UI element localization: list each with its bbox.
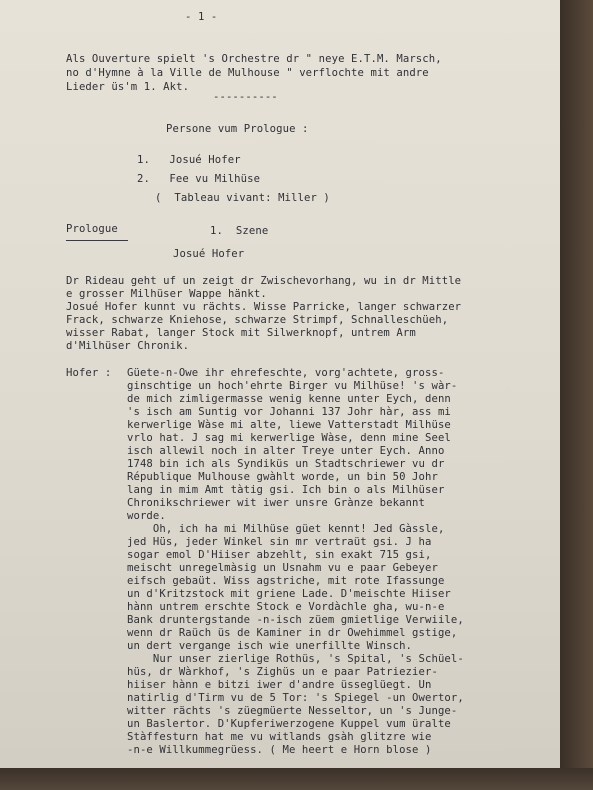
speech-line: meischt unregelmàsig un Usnahm vu e paar Gebeyer <box>127 562 438 574</box>
speech-line: witter rächts 's züegmüerte Nesseltor, un 's Junge- <box>127 705 458 717</box>
speech-line: jed Hüs, jeder Winkel sin mr vertraüt gsi. J ha <box>127 536 432 548</box>
person-item: 1. Josué Hofer <box>137 154 241 166</box>
stage-direction-line: Josué Hofer kunnt vu rächts. Wisse Parricke, langer schwarzer <box>66 301 462 313</box>
scene-character: Josué Hofer <box>173 248 245 260</box>
scene-title: 1. Szene <box>210 225 269 237</box>
speech-line: worde. <box>127 510 166 522</box>
background-bottom <box>0 768 593 790</box>
speech-line: sogar emol D'Hiiser abzehlt, sin exakt 715 gsi, <box>127 549 432 561</box>
speech-line: un Baslertor. D'Kupferiwerzogene Kuppel vum üralte <box>127 718 451 730</box>
person-item: 2. Fee vu Milhüse <box>137 173 261 185</box>
speech-line: 1748 bin ich als Syndiküs un Stadtschriewer vu dr <box>127 458 445 470</box>
stage-direction-line: Frack, schwarze Kniehose, schwarze Strimpf, Schnalleschüeh, <box>66 314 449 326</box>
speech-line: un d'Kritzstock mit griene Lade. D'meischte Hiiser <box>127 588 451 600</box>
speech-line: kerwerlige Wàse mi alte, liewe Vatterstadt Milhüse <box>127 419 451 431</box>
intro-line: no d'Hymne à la Ville de Mulhouse " verflochte mit andre <box>66 67 429 79</box>
speech-line: Bank druntergstande -n-isch züem gmietlige Verwiile, <box>127 614 464 626</box>
separator: ---------- <box>213 91 278 103</box>
stage-direction-line: Dr Rideau geht uf un zeigt dr Zwischevorhang, wu in dr Mittle <box>66 275 462 287</box>
background-edge <box>560 0 593 790</box>
intro-line: Als Ouverture spielt 's Orchestre dr " neye E.T.M. Marsch, <box>66 53 442 65</box>
speech-line: de mich zimligermasse wenig kenne unter Eych, denn <box>127 393 451 405</box>
stage-direction-line: d'Milhüser Chronik. <box>66 340 190 352</box>
prologue-underline <box>66 240 128 241</box>
speech-line: 's isch am Suntig vor Johanni 137 Johr hàr, ass mi <box>127 406 451 418</box>
speech-line: wenn dr Raüch üs de Kaminer in dr Owehimmel gstige, <box>127 627 458 639</box>
speech-line: hiiser hànn e bitzi iwer d'andre üsseglüegt. Un <box>127 679 432 691</box>
speech-line: eifsch gebaüt. Wiss agstriche, mit rote Ifassunge <box>127 575 445 587</box>
page-number: - 1 - <box>185 11 218 23</box>
speech-line: Chronikschriewer wit iwer unsre Grànze bekannt <box>127 497 425 509</box>
speech-line: natirlig d'Tirm vu de 5 Tor: 's Spiegel -un Owertor, <box>127 692 464 704</box>
persons-heading: Persone vum Prologue : <box>166 123 309 135</box>
speaker-label: Hofer : <box>66 367 112 379</box>
speech-line: ginschtige un hoch'ehrte Birger vu Milhüse! 's wàr- <box>127 380 458 392</box>
speech-line: Stàffesturn hat me vu witlands gsàh glitzre wie <box>127 731 432 743</box>
speech-line: lang in mim Amt tàtig gsi. Ich bin o als Milhüser <box>127 484 445 496</box>
speech-line: République Mulhouse gwàhlt worde, un bin 50 Johr <box>127 471 438 483</box>
stage-direction-line: e grosser Milhüser Wappe hänkt. <box>66 288 267 300</box>
speech-line: Oh, ich ha mi Milhüse güet kennt! Jed Gàssle, <box>127 523 445 535</box>
stage-direction-line: wisser Rabat, langer Stock mit Silwerknopf, untrem Arm <box>66 327 416 339</box>
speech-line: isch allewil noch in alter Treye unter Eych. Anno <box>127 445 445 457</box>
prologue-label: Prologue <box>66 223 118 235</box>
speech-line: vrlo hat. J sag mi kerwerlige Wàse, denn mine Seel <box>127 432 451 444</box>
speech-line: hüs, dr Wàrkhof, 's Zighüs un e paar Patriezier- <box>127 666 438 678</box>
speech-line: un dert vergange isch wie unerfillte Winsch. <box>127 640 413 652</box>
speech-line: Nur unser zierlige Rothüs, 's Spital, 's Schüel- <box>127 653 464 665</box>
intro-line: Lieder üs'm 1. Akt. <box>66 81 190 93</box>
person-item: ( Tableau vivant: Miller ) <box>155 192 330 204</box>
speech-line: -n-e Willkummegrüess. ( Me heert e Horn blose ) <box>127 744 432 756</box>
speech-line: Güete-n-Owe ihr ehrefeschte, vorg'achtete, gross- <box>127 367 445 379</box>
speech-line: hànn untrem erschte Stock e Vordàchle gha, wu-n-e <box>127 601 445 613</box>
